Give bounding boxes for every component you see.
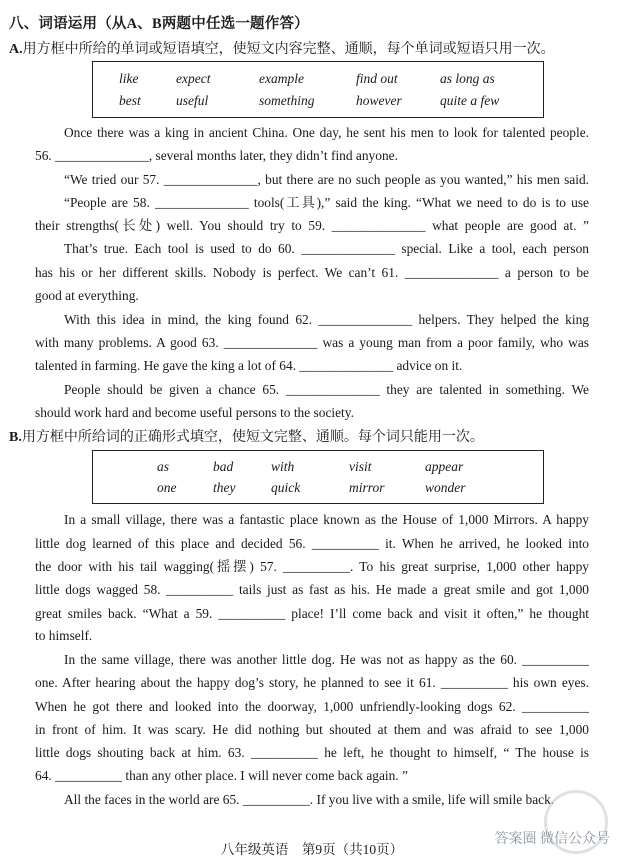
passage-b-line: 64. __________ than any other place. I will never come back again. ” [35, 768, 408, 783]
passage-b-line: little dogs wagged 58. __________ tails just as fast as his. He made a great smile and got 1,000 [35, 582, 589, 597]
word-box-item: best [119, 93, 141, 108]
passage-a-line: People should be given a chance 65. ______________ they are talented in something. We [64, 382, 589, 397]
passage-b-line: one. After hearing about the happy dog’s story, he planned to see it 61. __________ his own eyes. [35, 675, 589, 690]
passage-a-line: “People are 58. ______________ tools(工具),” said the king. “What we need to do is to use [64, 195, 589, 210]
part-b-instruction-text: 用方框中所给词的正确形式填空，使短文完整、通顺。每个词只能用一次。 [21, 430, 484, 445]
passage-b-line: When he got there and looked into the doorway, 1,000 unfriendly-looking dogs 62. __________ [35, 699, 589, 714]
passage-a-line: With this idea in mind, the king found 62. ______________ helpers. They helped the king [64, 312, 589, 327]
word-box-item: example [259, 71, 304, 86]
word-box-item: as [157, 459, 170, 474]
passage-a-line: good at everything. [35, 288, 139, 303]
word-box-item: they [213, 480, 236, 495]
passage-a-line: their strengths(长处) well. You should try to 59. ______________ what people are good at. ” [35, 218, 589, 233]
word-box-item: like [119, 71, 139, 86]
part-a-instruction-text: 用方框中所给的单词或短语填空，使短文内容完整、通顺，每个单词或短语只用一次。 [22, 42, 555, 57]
word-box-item: however [356, 93, 402, 108]
word-box-b [92, 450, 544, 504]
passage-b-line: the door with his tail wagging(摇摆) 57. __________. To his great surprise, 1,000 other happy [35, 559, 589, 574]
passage-a-line: Once there was a king in ancient China. One day, he sent his men to look for talented people. [64, 125, 589, 140]
word-box-item: find out [356, 71, 398, 86]
passage-b-line: to himself. [35, 628, 93, 643]
passage-b-line: great smiles back. “What a 59. __________ place! I’ll come back and visit it often,” he thought [35, 606, 589, 621]
part-b-label: B. [9, 430, 22, 445]
part-a-label: A. [9, 42, 23, 57]
passage-a-line: That’s true. Each tool is used to do 60. ______________ special. Like a tool, each person [64, 241, 589, 256]
word-box-item: one [157, 480, 177, 495]
passage-b-line: All the faces in the world are 65. __________. If you live with a smile, life will smile back. [64, 792, 555, 807]
page-footer: 八年级英语 第9页（共10页） [220, 842, 404, 857]
passage-b-line: little dogs shouting back at him. 63. __________ he left, he thought to himself, “ The house is [35, 745, 589, 760]
passage-b-line: in front of him. It was scary. He did nothing but shouted at them and was afraid to see 1,000 [35, 722, 589, 737]
passage-a-line: “We tried our 57. ______________, but there are no such people as you wanted,” his men said. [64, 172, 589, 187]
passage-a-line: talented in farming. He gave the king a lot of 64. ______________ advice on it. [35, 358, 463, 373]
word-box-item: quick [271, 480, 301, 495]
passage-a-line: has his or her different skills. Nobody is perfect. We can’t 61. ______________ a person to be [35, 265, 589, 280]
word-box-item: with [271, 459, 295, 474]
passage-a-line: should work hard and become useful persons to the society. [35, 405, 354, 420]
part-a-instruction [9, 38, 555, 58]
word-box-item: mirror [349, 480, 385, 495]
word-box-item: appear [425, 459, 464, 474]
word-box-item: useful [176, 93, 209, 108]
word-box-item: quite a few [440, 93, 500, 108]
part-b-instruction [9, 426, 484, 446]
passage-b-line: In the same village, there was another little dog. He was not as happy as the 60. __________ [64, 652, 589, 667]
word-box-item: something [259, 93, 315, 108]
word-box-item: as long as [440, 71, 495, 86]
watermark-text: 答案圈 微信公众号 [494, 832, 610, 847]
passage-a-line: 56. ______________, several months later, they didn’t find anyone. [35, 148, 398, 163]
passage-a-line: with many problems. A good 63. ______________ was a young man from a poor family, who was [35, 335, 589, 350]
section-heading: 八、词语运用（从A、B两题中任选一题作答） [9, 16, 309, 32]
word-box-a [92, 61, 544, 118]
passage-b-line: little dog learned of this place and decided 56. __________ it. When he arrived, he looked into [35, 536, 589, 551]
passage-b-line: In a small village, there was a fantastic place known as the House of 1,000 Mirrors. A happy [64, 512, 589, 527]
word-box-item: bad [213, 459, 234, 474]
word-box-item: visit [349, 459, 372, 474]
word-box-item: wonder [425, 480, 466, 495]
word-box-item: expect [176, 71, 211, 86]
